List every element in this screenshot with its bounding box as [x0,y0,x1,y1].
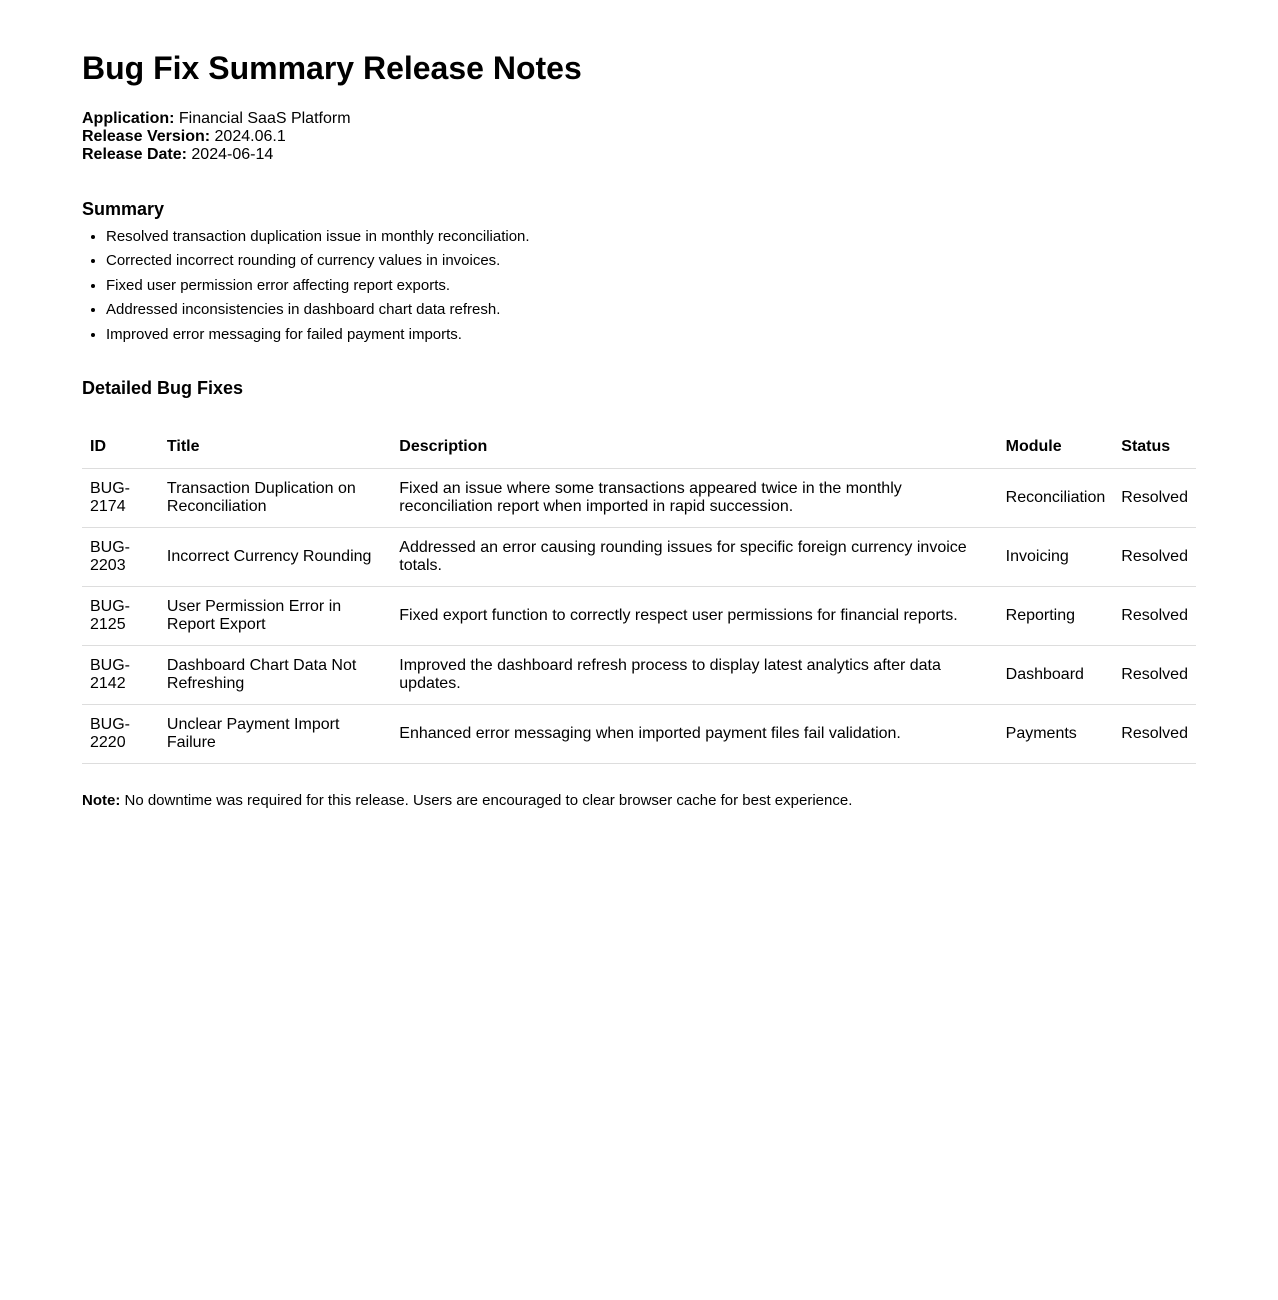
note-text: No downtime was required for this release. Users are encouraged to clear browser cache for best experience. [124,791,853,809]
meta-value: 2024.06.1 [214,128,286,145]
meta-label: Release Date: [82,146,187,163]
cell-title: Unclear Payment Import Failure [159,704,391,763]
header-title: Title [159,426,391,469]
summary-item: • Addressed inconsistencies in dashboard chart data refresh. [106,301,1196,319]
meta-release-version [82,128,1196,146]
summary-item: • Fixed user permission error affecting report exports. [106,277,1196,295]
cell-status: Resolved [1113,704,1196,763]
meta-release-date [82,146,1196,164]
note-label: Note: [82,791,121,809]
cell-title: User Permission Error in Report Export [159,586,391,645]
meta-application [82,110,1196,128]
cell-module: Payments [998,704,1114,763]
cell-title: Incorrect Currency Rounding [159,527,391,586]
summary-item: • Resolved transaction duplication issue in monthly reconciliation. [106,228,1196,246]
cell-description: Fixed export function to correctly respect user permissions for financial reports. [391,586,997,645]
cell-status: Resolved [1113,586,1196,645]
meta-label: Release Version: [82,128,211,145]
cell-status: Resolved [1113,645,1196,704]
header-status: Status [1113,426,1196,469]
bug-fixes-table [82,426,1196,764]
release-note [82,792,1196,810]
cell-status: Resolved [1113,468,1196,527]
meta-value: 2024-06-14 [191,146,274,163]
cell-id: BUG-2203 [82,527,159,586]
cell-status: Resolved [1113,527,1196,586]
cell-title: Dashboard Chart Data Not Refreshing [159,645,391,704]
meta-value: Financial SaaS Platform [178,110,351,127]
cell-title: Transaction Duplication on Reconciliation [159,468,391,527]
cell-description: Improved the dashboard refresh process to display latest analytics after data updates. [391,645,997,704]
cell-description: Enhanced error messaging when imported payment files fail validation. [391,704,997,763]
header-description: Description [391,426,997,469]
table-row [82,468,1196,527]
page-title: Bug Fix Summary Release Notes [82,50,582,86]
table-row [82,704,1196,763]
meta-label: Application: [82,110,175,127]
cell-id: BUG-2220 [82,704,159,763]
summary-heading: Summary [82,199,165,219]
header-module: Module [998,426,1114,469]
cell-module: Reconciliation [998,468,1114,527]
summary-item: • Corrected incorrect rounding of currency values in invoices. [106,252,1196,270]
release-meta [82,110,1196,164]
cell-module: Invoicing [998,527,1114,586]
cell-id: BUG-2142 [82,645,159,704]
detailed-bug-fixes-heading: Detailed Bug Fixes [82,377,244,398]
cell-id: BUG-2174 [82,468,159,527]
cell-description: Addressed an error causing rounding issues for specific foreign currency invoice totals. [391,527,997,586]
cell-description: Fixed an issue where some transactions appeared twice in the monthly reconciliation report when imported in rapid succession. [391,468,997,527]
cell-module: Dashboard [998,645,1114,704]
header-id: ID [82,426,159,469]
table-row [82,645,1196,704]
cell-id: BUG-2125 [82,586,159,645]
summary-list [82,228,1196,344]
table-row [82,527,1196,586]
cell-module: Reporting [998,586,1114,645]
summary-item: • Improved error messaging for failed payment imports. [106,326,1196,344]
table-header-row [82,426,1196,469]
table-row [82,586,1196,645]
